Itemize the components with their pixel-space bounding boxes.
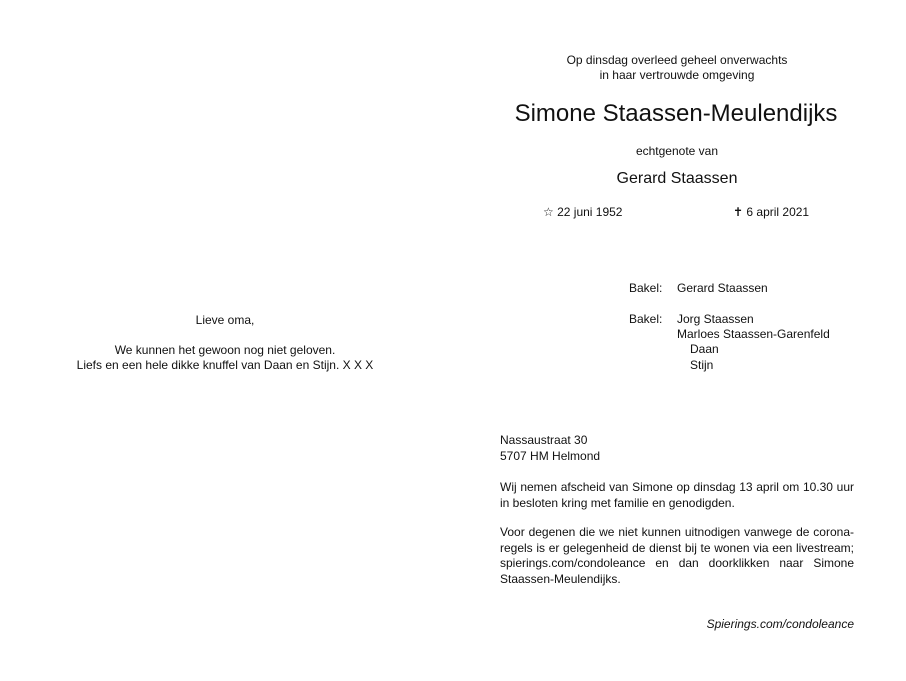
website-link: Spierings.com/condoleance [706,617,854,631]
relation-text: echtgenote van [635,144,719,158]
message-line-1: We kunnen het gewoon nog niet geloven. [114,343,336,357]
message-line-2: Liefs en een hele dikke knuffel van Daan en Stijn. X X X [76,358,374,372]
family-place: Bakel: [629,312,663,326]
family-name: Marloes Staassen-Garenfeld [677,327,830,341]
family-place: Bakel: [629,281,663,295]
greeting: Lieve oma, [195,313,255,327]
address-street: Nassaustraat 30 [500,433,588,447]
grandchild-name: Daan [690,342,719,356]
intro-line-2: in haar vertrouwde omgeving [599,68,755,82]
livestream-paragraph: Voor degenen die we niet kunnen uitnodigen vanwege de corona-regels is er gelegenheid de dienst bij te wonen via een livestream; spierings.com/condoleance en dan doorklikken naar Simone Staassen-Meulendijks. [500,525,854,586]
death-date: ✝ 6 april 2021 [733,205,810,219]
spouse-name: Gerard Staassen [616,170,738,187]
farewell-paragraph: Wij nemen afscheid van Simone op dinsdag 13 april om 10.30 uur in besloten kring met familie en genodigden. [500,480,854,510]
deceased-name: Simone Staassen-Meulendijks [514,100,838,127]
family-name: Jorg Staassen [677,312,754,326]
grandchild-name: Stijn [690,358,714,372]
family-name: Gerard Staassen [677,281,768,295]
intro-line-1: Op dinsdag overleed geheel onverwachts [566,53,788,67]
address-city: 5707 HM Helmond [500,449,601,463]
birth-date: ☆ 22 juni 1952 [543,205,623,219]
